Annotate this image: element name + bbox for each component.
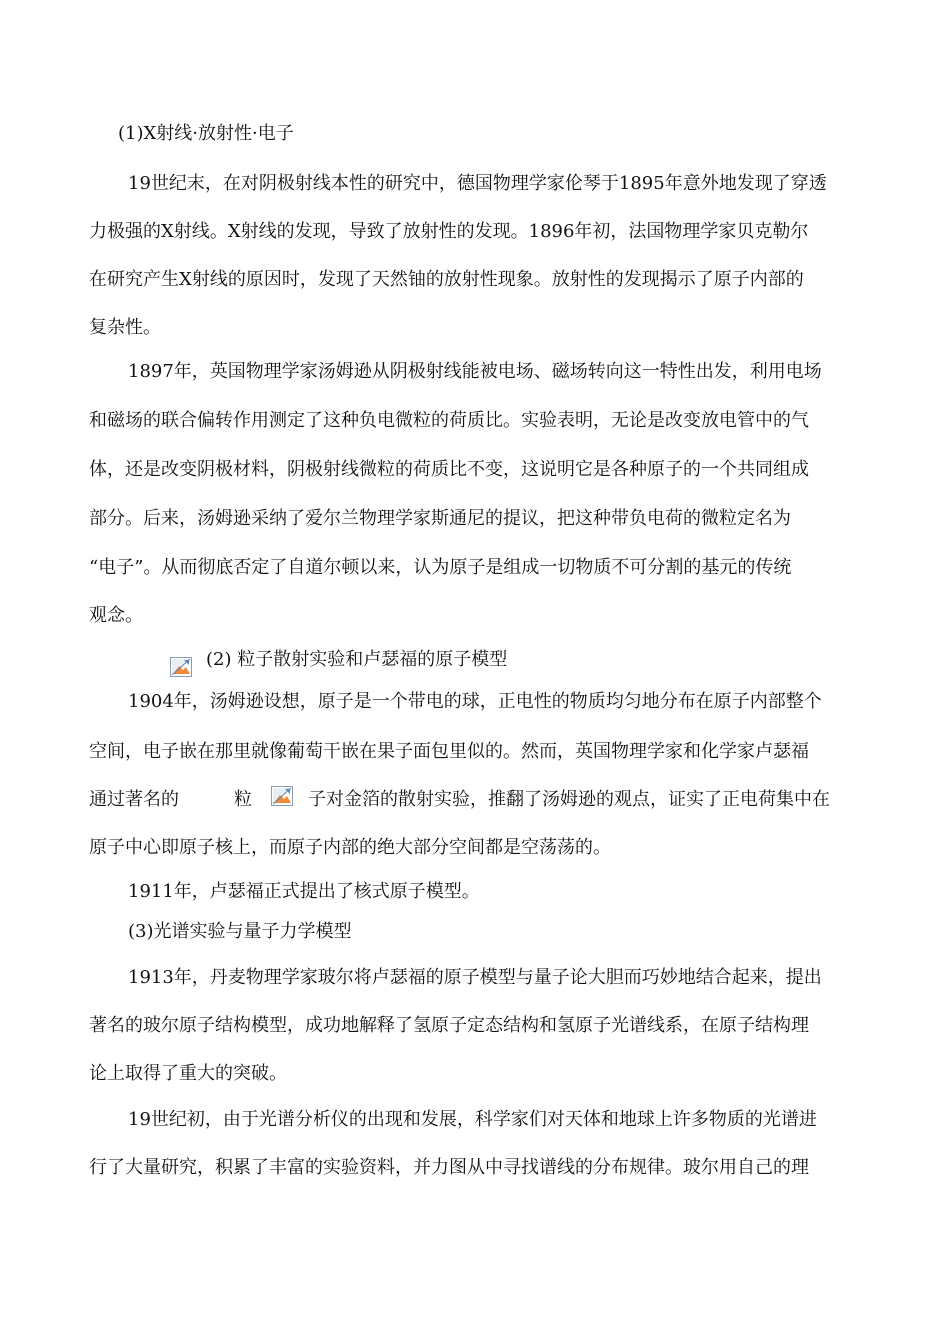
paragraph-line: 19世纪末，在对阴极射线本性的研究中，德国物理学家伦琴于1895年意外地发现了穿透: [128, 173, 827, 194]
paragraph-line: 行了大量研究，积累了丰富的实验资料，并力图从中寻找谱线的分布规律。玻尔用自己的理: [89, 1157, 809, 1178]
paragraph-line: 体，还是改变阴极材料，阴极射线微粒的荷质比不变，这说明它是各种原子的一个共同组成: [89, 459, 809, 480]
paragraph-line: 著名的玻尔原子结构模型，成功地解释了氢原子定态结构和氢原子光谱线系，在原子结构理: [89, 1015, 809, 1036]
paragraph-line: 1897年，英国物理学家汤姆逊从阴极射线能被电场、磁场转向这一特性出发，利用电场: [128, 361, 822, 382]
broken-image-icon: [271, 786, 293, 806]
paragraph-line: 力极强的X射线。X射线的发现，导致了放射性的发现。1896年初，法国物理学家贝克勒尔: [89, 221, 809, 242]
section-heading-spectrum: (3)光谱实验与量子力学模型: [128, 921, 352, 942]
paragraph-line: 原子中心即原子核上，而原子内部的绝大部分空间都是空荡荡的。: [89, 837, 611, 858]
paragraph-line: 复杂性。: [89, 317, 161, 338]
paragraph-line: 1913年，丹麦物理学家玻尔将卢瑟福的原子模型与量子论大胆而巧妙地结合起来，提出: [128, 967, 822, 988]
paragraph-line: 1904年，汤姆逊设想，原子是一个带电的球，正电性的物质均匀地分布在原子内部整个: [128, 691, 822, 712]
paragraph-line-part: 子对金箔的散射实验，推翻了汤姆逊的观点，证实了正电荷集中在: [308, 789, 830, 810]
section-heading-scattering: (2) 粒子散射实验和卢瑟福的原子模型: [206, 649, 508, 670]
paragraph-line: 部分。后来，汤姆逊采纳了爱尔兰物理学家斯通尼的提议，把这种带负电荷的微粒定名为: [89, 508, 791, 529]
paragraph-line: 1911年，卢瑟福正式提出了核式原子模型。: [128, 881, 480, 902]
paragraph-line: 和磁场的联合偏转作用测定了这种负电微粒的荷质比。实验表明，无论是改变放电管中的气: [89, 410, 809, 431]
paragraph-line-part: 通过著名的: [89, 789, 179, 810]
broken-image-icon: [170, 657, 192, 677]
paragraph-line: 空间，电子嵌在那里就像葡萄干嵌在果子面包里似的。然而，英国物理学家和化学家卢瑟福: [89, 741, 809, 762]
paragraph-line: 论上取得了重大的突破。: [89, 1063, 287, 1084]
paragraph-line: 观念。: [89, 605, 143, 626]
paragraph-line-part: 粒: [234, 789, 252, 810]
paragraph-line: 19世纪初，由于光谱分析仪的出现和发展，科学家们对天体和地球上许多物质的光谱进: [128, 1109, 817, 1130]
paragraph-line: 在研究产生X射线的原因时，发现了天然铀的放射性现象。放射性的发现揭示了原子内部的: [89, 269, 804, 290]
paragraph-line: “电子”。从而彻底否定了自道尔顿以来，认为原子是组成一切物质不可分割的基元的传统: [89, 557, 792, 578]
section-heading-xray: (1)X射线·放射性·电子: [118, 123, 294, 144]
